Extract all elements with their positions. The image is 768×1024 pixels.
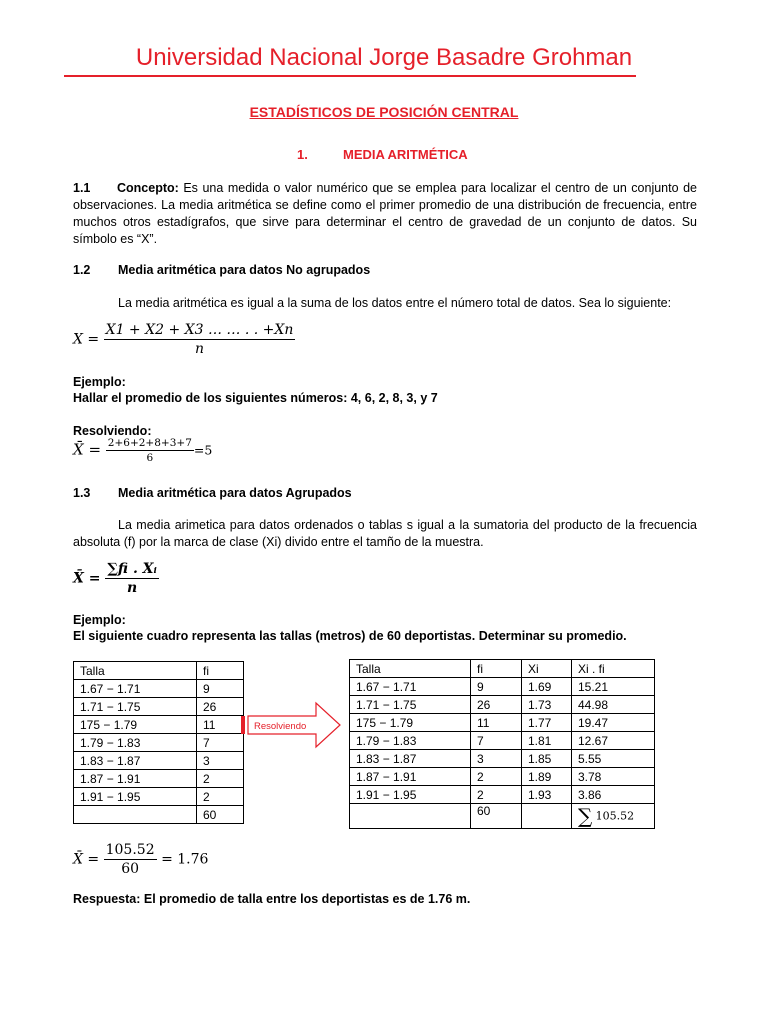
grouped-formula-denominator: n — [105, 578, 159, 596]
table-row — [74, 698, 244, 716]
table-cell: 9 — [197, 680, 244, 698]
example-solution — [73, 437, 212, 464]
arrow-label: Resolviendo — [254, 721, 307, 732]
table-cell: 1.83 − 1.87 — [350, 750, 471, 768]
table-row — [74, 734, 244, 752]
table-row — [74, 680, 244, 698]
resolving-label: Resolviendo: — [73, 424, 152, 438]
table-cell: 26 — [471, 696, 522, 714]
total-cell: 60 — [471, 804, 522, 829]
table-row — [350, 732, 655, 750]
s13-number: 1.3 — [73, 486, 91, 500]
s12-title: Media aritmética para datos No agrupados — [118, 263, 371, 277]
example2-text: El siguiente cuadro representa las tallas (metros) de 60 deportistas. Determinar su promedio. — [73, 629, 627, 643]
table-total-row — [74, 806, 244, 824]
result-fraction — [104, 842, 157, 877]
result-denominator: 60 — [104, 859, 157, 877]
header-cell: Xi . fi — [572, 660, 655, 678]
table-cell: 3.86 — [572, 786, 655, 804]
table-cell: 1.67 − 1.71 — [74, 680, 197, 698]
grouped-formula-fraction — [105, 561, 159, 596]
concept-number: 1.1 — [73, 181, 91, 195]
concept-label: Concepto: — [117, 181, 179, 195]
table-row — [350, 678, 655, 696]
sum-cell — [572, 804, 655, 829]
table-cell — [74, 806, 197, 824]
sum-value: 105.52 — [595, 809, 635, 823]
solution-result: =5 — [193, 442, 213, 458]
concept-paragraph — [73, 180, 697, 248]
table-cell: 11 — [471, 714, 522, 732]
header-cell: fi — [197, 662, 244, 680]
table-cell: 1.83 − 1.87 — [74, 752, 197, 770]
result-numerator: 105.52 — [105, 842, 155, 858]
table-cell: 175 − 1.79 — [350, 714, 471, 732]
table-header-row — [74, 662, 244, 680]
header-cell: Talla — [350, 660, 471, 678]
example-text: Hallar el promedio de los siguientes números: 4, 6, 2, 8, 3, y 7 — [73, 391, 438, 405]
resolving-arrow — [240, 699, 342, 751]
example-label: Ejemplo: — [73, 375, 126, 389]
header-cell: fi — [471, 660, 522, 678]
mean-formula-lhs: X = — [73, 331, 100, 348]
grouped-mean-formula — [73, 561, 159, 596]
table-row — [74, 752, 244, 770]
table-cell: 15.21 — [572, 678, 655, 696]
table-row — [350, 696, 655, 714]
table-row — [350, 786, 655, 804]
calculation-table — [349, 659, 655, 829]
grouped-formula-lhs: X̄ = — [73, 570, 101, 587]
mean-formula-denominator: n — [104, 339, 296, 357]
s12-text: La media aritmética es igual a la suma de los datos entre el número total de datos. Sea lo siguiente: — [118, 296, 672, 310]
table-cell: 7 — [197, 734, 244, 752]
table-cell — [350, 804, 471, 829]
sum-symbol: ∑ — [578, 804, 593, 828]
answer-text: El promedio de talla entre los deportistas es de 1.76 m. — [140, 892, 471, 906]
s13-title: Media aritmética para datos Agrupados — [118, 486, 352, 500]
table-cell: 1.71 − 1.75 — [350, 696, 471, 714]
section-title: MEDIA ARITMÉTICA — [343, 147, 468, 162]
header-cell: Xi — [522, 660, 572, 678]
solution-lhs: X̄ = — [73, 440, 102, 459]
table-cell: 1.91 − 1.95 — [74, 788, 197, 806]
answer-label: Respuesta: — [73, 892, 141, 906]
table-cell: 1.93 — [522, 786, 572, 804]
table-cell: 3 — [197, 752, 244, 770]
result-lhs: X̄ = — [73, 851, 100, 868]
total-cell: 60 — [197, 806, 244, 824]
table-row — [350, 768, 655, 786]
mean-formula-fraction — [104, 322, 296, 357]
table-cell: 1.79 − 1.83 — [350, 732, 471, 750]
table-cell: 9 — [471, 678, 522, 696]
table-cell: 5.55 — [572, 750, 655, 768]
header-divider — [64, 75, 636, 77]
table-cell: 1.85 — [522, 750, 572, 768]
table-cell: 1.91 − 1.95 — [350, 786, 471, 804]
table-cell: 1.69 — [522, 678, 572, 696]
solution-numerator: 2+6+2+8+3+7 — [107, 437, 192, 449]
table-row — [74, 770, 244, 788]
grouped-formula-numerator: ∑fi . Xᵢ — [107, 561, 157, 577]
table-cell: 1.79 − 1.83 — [74, 734, 197, 752]
table-cell: 1.73 — [522, 696, 572, 714]
arrow-tail-bar — [241, 716, 245, 734]
table-cell: 1.87 − 1.91 — [350, 768, 471, 786]
table-cell: 12.67 — [572, 732, 655, 750]
table-cell: 3.78 — [572, 768, 655, 786]
s13-text: La media arimetica para datos ordenados o tablas s igual a la sumatoria del producto de la frecuencia absoluta (f) por la marca de clase (Xi) divido entre el tamño de la muestra. — [73, 518, 697, 549]
concept-text: Es una medida o valor numérico que se emplea para localizar el centro de un conjunto de observaciones. La media aritmética se define como el primer promedio de una distribución de frecuencia, entre muchos otros estadígrafos, que sirve para determinar el centro de gravedad de un conjunto de datos. Su símbolo es “X”. — [73, 181, 697, 246]
table-cell: 1.67 − 1.71 — [350, 678, 471, 696]
table-cell: 1.71 − 1.75 — [74, 698, 197, 716]
page-title: ESTADÍSTICOS DE POSICIÓN CENTRAL — [249, 104, 519, 120]
result-rhs: = 1.76 — [161, 851, 209, 868]
table-total-row — [350, 804, 655, 829]
table-cell: 1.77 — [522, 714, 572, 732]
table-cell: 2 — [197, 770, 244, 788]
table-cell: 2 — [471, 768, 522, 786]
table-row — [74, 716, 244, 734]
answer-line — [73, 891, 470, 908]
table-cell — [522, 804, 572, 829]
table-cell: 1.89 — [522, 768, 572, 786]
table-cell: 44.98 — [572, 696, 655, 714]
university-title: Universidad Nacional Jorge Basadre Grohman — [135, 44, 633, 71]
table-cell: 11 — [197, 716, 244, 734]
table-cell: 2 — [471, 786, 522, 804]
mean-formula — [73, 322, 295, 357]
table-cell: 175 − 1.79 — [74, 716, 197, 734]
table-cell: 19.47 — [572, 714, 655, 732]
table-cell: 1.87 − 1.91 — [74, 770, 197, 788]
table-row — [74, 788, 244, 806]
table-row — [350, 714, 655, 732]
frequency-table — [73, 661, 244, 824]
example2-label: Ejemplo: — [73, 613, 126, 627]
table-row — [350, 750, 655, 768]
s12-number: 1.2 — [73, 263, 91, 277]
table-cell: 26 — [197, 698, 244, 716]
section-number: 1. — [297, 147, 308, 162]
result-formula — [73, 842, 208, 877]
mean-formula-numerator: X1 + X2 + X3 … … . . +Xn — [105, 322, 294, 338]
table-cell: 2 — [197, 788, 244, 806]
table-cell: 1.81 — [522, 732, 572, 750]
header-cell: Talla — [74, 662, 197, 680]
table-cell: 7 — [471, 732, 522, 750]
table-cell: 3 — [471, 750, 522, 768]
solution-fraction — [106, 437, 194, 464]
solution-denominator: 6 — [106, 450, 194, 464]
table-header-row — [350, 660, 655, 678]
